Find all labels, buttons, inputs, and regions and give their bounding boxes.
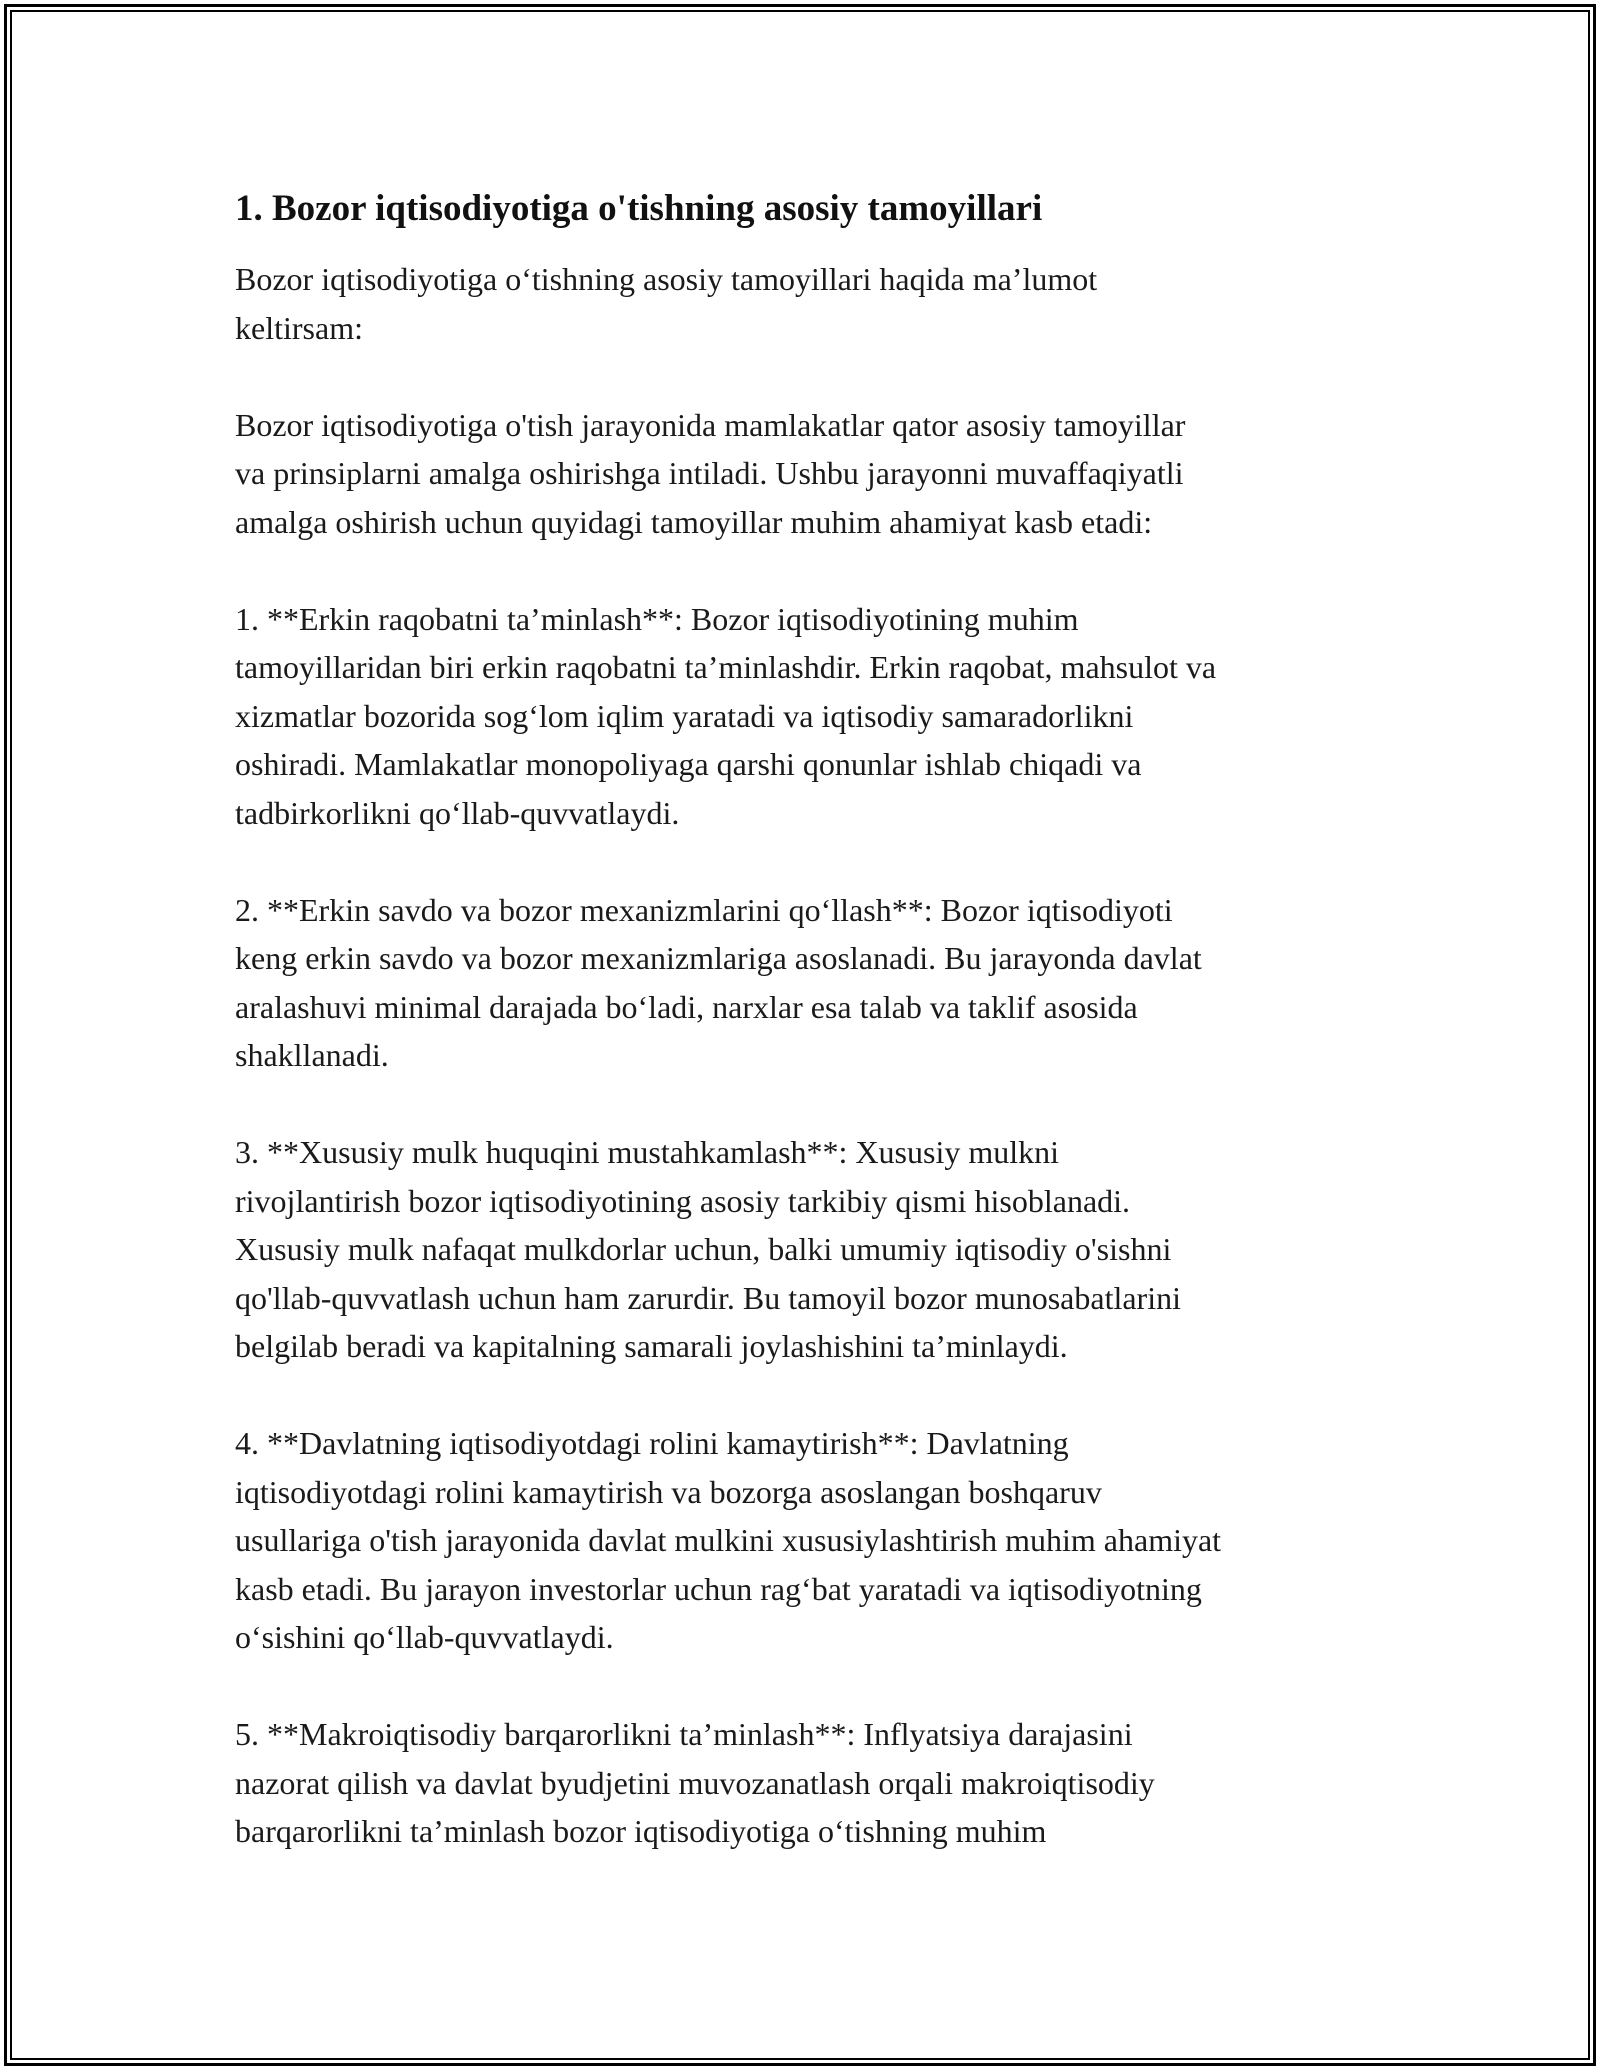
principle-4-paragraph: 4. **Davlatning iqtisodiyotdagi rolini kamaytirish**: Davlatning iqtisodiyotdagi rolini kamaytirish va bozorga asoslangan boshqaruv usullariga o'tish jarayonida davlat mulkini xususiylashtirish muhim ahamiyat kasb etadi. Bu jarayon investorlar uchun rag‘bat yaratadi va iqtisodiyotning o‘sishini qo‘llab-quvvatlaydi. xyxy=(235,1425,1222,1655)
principle-3-paragraph: 3. **Xususiy mulk huquqini mustahkamlash**: Xususiy mulkni rivojlantirish bozor iqtisodiyotining asosiy tarkibiy qismi hisoblanadi. Xususiy mulk nafaqat mulkdorlar uchun, balki umumiy iqtisodiy o'sishni qo'llab-quvvatlash uchun ham zarurdir. Bu tamoyil bozor munosabatlarini belgilab beradi va kapitalning samarali joylashishini ta’minlaydi. xyxy=(235,1134,1181,1364)
intro-paragraph: Bozor iqtisodiyotiga o‘tishning asosiy tamoyillari haqida ma’lumot keltirsam: xyxy=(235,261,1098,346)
principle-1-paragraph: 1. **Erkin raqobatni ta’minlash**: Bozor iqtisodiyotining muhim tamoyillaridan biri erkin raqobatni ta’minlashdir. Erkin raqobat, mahsulot va xizmatlar bozorida sog‘lom iqlim yaratadi va iqtisodiy samaradorlikni oshiradi. Mamlakatlar monopoliyaga qarshi qonunlar ishlab chiqadi va tadbirkorlikni qo‘llab-quvvatlaydi. xyxy=(235,600,1217,831)
principle-5-paragraph: 5. **Makroiqtisodiy barqarorlikni ta’minlash**: Inflyatsiya darajasini nazorat qilish va davlat byudjetini muvozanatlash orqali makroiqtisodiy barqarorlikni ta’minlash bozor iqtisodiyotiga o‘tishning muhim xyxy=(235,1716,1155,1849)
document-body xyxy=(235,185,1385,1904)
principle-2-paragraph: 2. **Erkin savdo va bozor mexanizmlarini qo‘llash**: Bozor iqtisodiyoti keng erkin savdo va bozor mexanizmlariga asoslanadi. Bu jarayonda davlat aralashuvi minimal darajada bo‘ladi, narxlar esa talab va taklif asosida shakllanadi. xyxy=(235,891,1202,1073)
document-title: 1. Bozor iqtisodiyotiga o'tishning asosiy tamoyillari xyxy=(235,188,1043,229)
overview-paragraph: Bozor iqtisodiyotiga o'tish jarayonida mamlakatlar qator asosiy tamoyillar va prinsiplarni amalga oshirishga intiladi. Ushbu jarayonni muvaffaqiyatli amalga oshirish uchun quyidagi tamoyillar muhim ahamiyat kasb etadi: xyxy=(235,406,1186,540)
